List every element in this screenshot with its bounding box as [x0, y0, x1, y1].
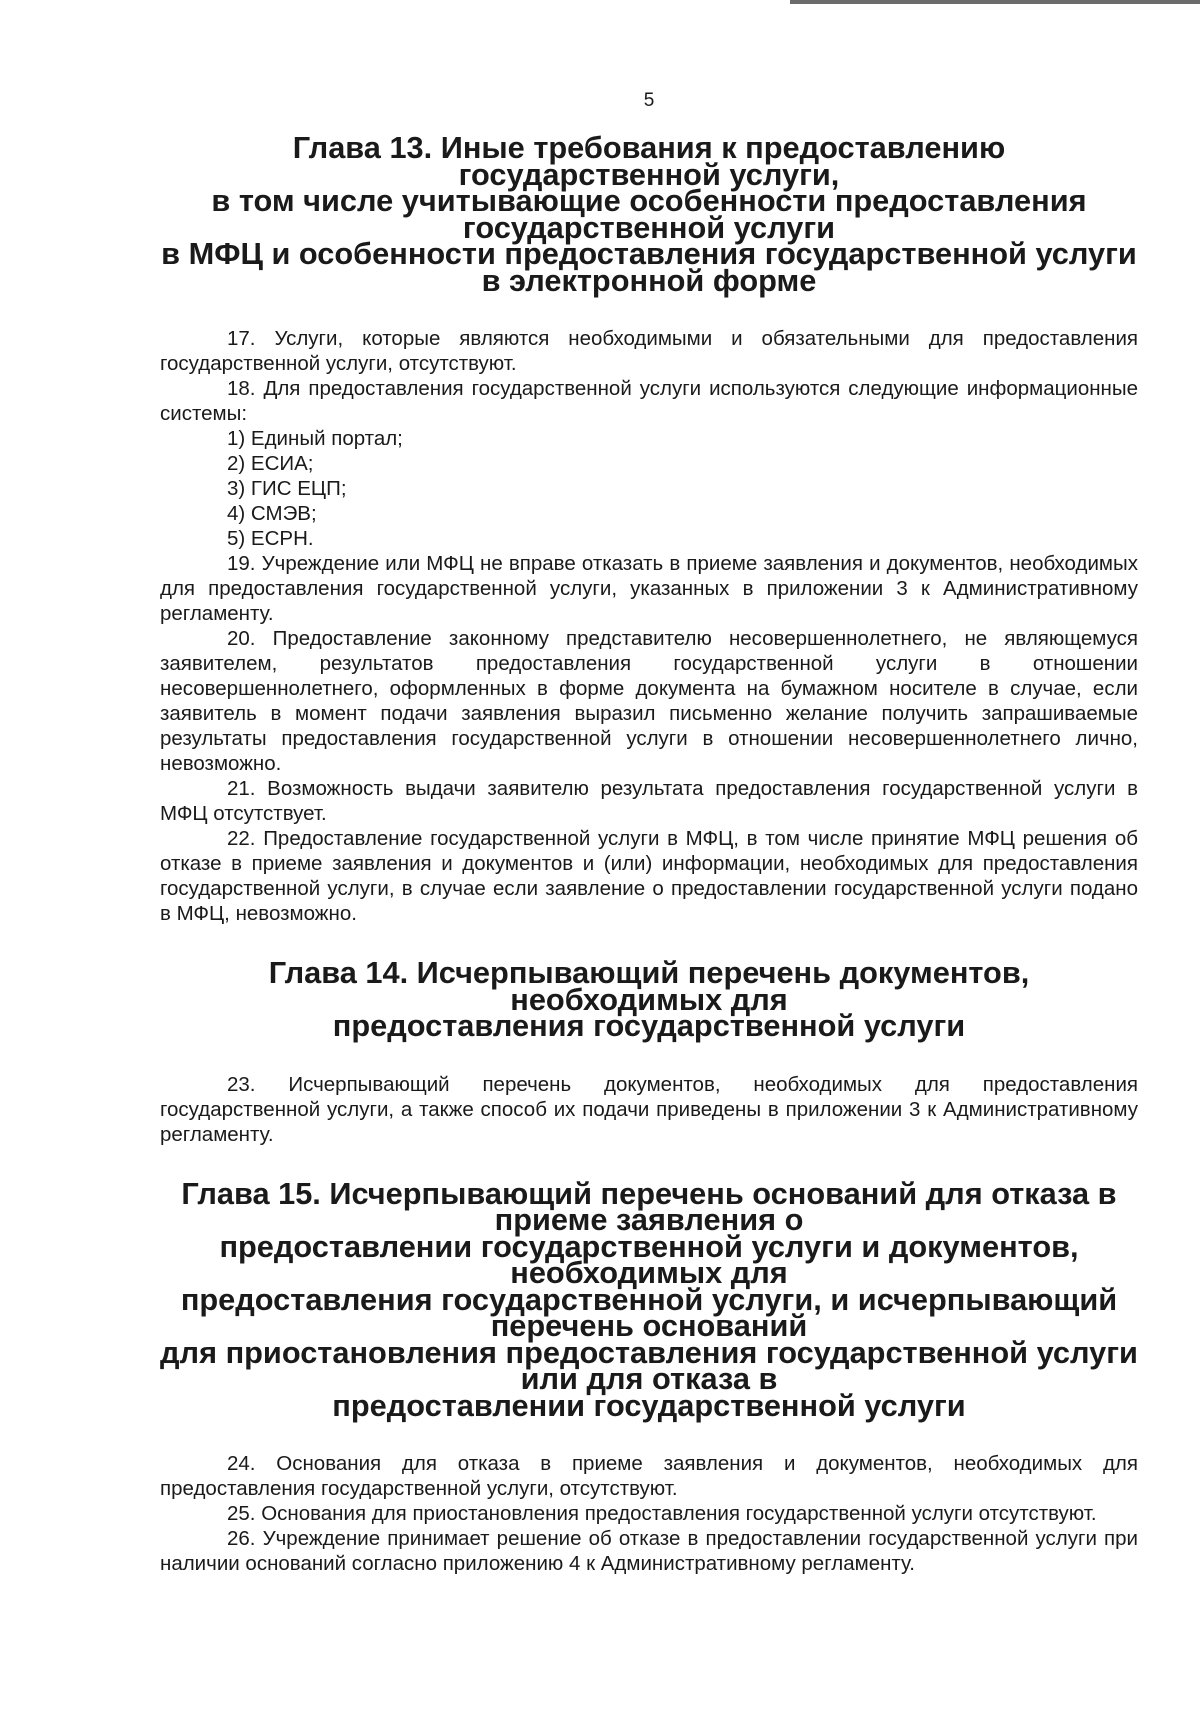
paragraph-20: 20. Предоставление законному представителю несовершеннолетнего, не являющемуся заявителем, результатов предоставления государственной услуги в отношении несовершеннолетнего, оформленных в форме документа на бумажном носителе в случае, если заявитель в момент подачи заявления выразил письменно желание получить запрашиваемые результаты предоставления государственной услуги в отношении несовершеннолетнего лично, невозможно.	[160, 627, 1138, 775]
paragraph-19: 19. Учреждение или МФЦ не вправе отказать в приеме заявления и документов, необходимых для предоставления государственной услуги, указанных в приложении 3 к Административному регламенту.	[160, 552, 1138, 625]
paragraph-18: 18. Для предоставления государственной услуги используются следующие информационные системы:	[160, 377, 1138, 425]
paragraph-24: 24. Основания для отказа в приеме заявления и документов, необходимых для предоставления государственной услуги, отсутствуют.	[160, 1452, 1138, 1500]
page-number: 5	[643, 90, 655, 111]
heading-line: предоставлении государственной услуги и документов, необходимых для	[219, 1228, 1079, 1290]
list-item: 4) СМЭВ;	[227, 502, 317, 525]
list-item: 1) Единый портал;	[227, 427, 403, 450]
chapter-14-heading	[160, 955, 1138, 1043]
scan-edge-line	[790, 0, 1200, 4]
paragraph-23: 23. Исчерпывающий перечень документов, необходимых для предоставления государственной услуги, а также способ их подачи приведены в приложении 3 к Административному регламенту.	[160, 1072, 1138, 1146]
heading-line: предоставления государственной услуги	[332, 1008, 966, 1043]
paragraph-17: 17. Услуги, которые являются необходимыми и обязательными для предоставления государственной услуги, отсутствуют.	[160, 327, 1138, 375]
paragraph-26: 26. Учреждение принимает решение об отказе в предоставлении государственной услуги при наличии оснований согласно приложению 4 к Административному регламенту.	[160, 1527, 1138, 1575]
heading-line: в МФЦ и особенности предоставления государственной услуги	[161, 236, 1137, 271]
heading-line: для приостановления предоставления государственной услуги или для отказа в	[160, 1334, 1138, 1396]
heading-line: в том числе учитывающие особенности предоставления государственной услуги	[211, 183, 1087, 245]
paragraph-25: 25. Основания для приостановления предоставления государственной услуги отсутствуют.	[227, 1502, 1097, 1525]
heading-line: предоставления государственной услуги, и исчерпывающий перечень оснований	[180, 1281, 1118, 1343]
chapter-15-heading	[160, 1175, 1138, 1423]
heading-line: Глава 15. Исчерпывающий перечень оснований для отказа в приеме заявления о	[181, 1175, 1117, 1237]
list-item: 5) ЕСРН.	[227, 527, 314, 550]
list-item: 2) ЕСИА;	[227, 452, 314, 475]
paragraph-22: 22. Предоставление государственной услуги в МФЦ, в том числе принятие МФЦ решения об отказе в приеме заявления и документов и (или) информации, необходимых для предоставления государственной услуги, в случае если заявление о предоставлении государственной услуги подано в МФЦ, невозможно.	[160, 827, 1138, 925]
heading-line: Глава 13. Иные требования к предоставлению государственной услуги,	[292, 130, 1006, 192]
paragraph-21: 21. Возможность выдачи заявителю результата предоставления государственной услуги в МФЦ отсутствует.	[160, 777, 1138, 825]
document-page	[160, 88, 1138, 1576]
chapter-13-heading	[160, 130, 1138, 298]
list-item: 3) ГИС ЕЦП;	[227, 477, 347, 500]
heading-line: Глава 14. Исчерпывающий перечень документов, необходимых для	[268, 955, 1030, 1017]
heading-line: предоставлении государственной услуги	[332, 1387, 966, 1423]
heading-line: в электронной форме	[481, 262, 817, 298]
